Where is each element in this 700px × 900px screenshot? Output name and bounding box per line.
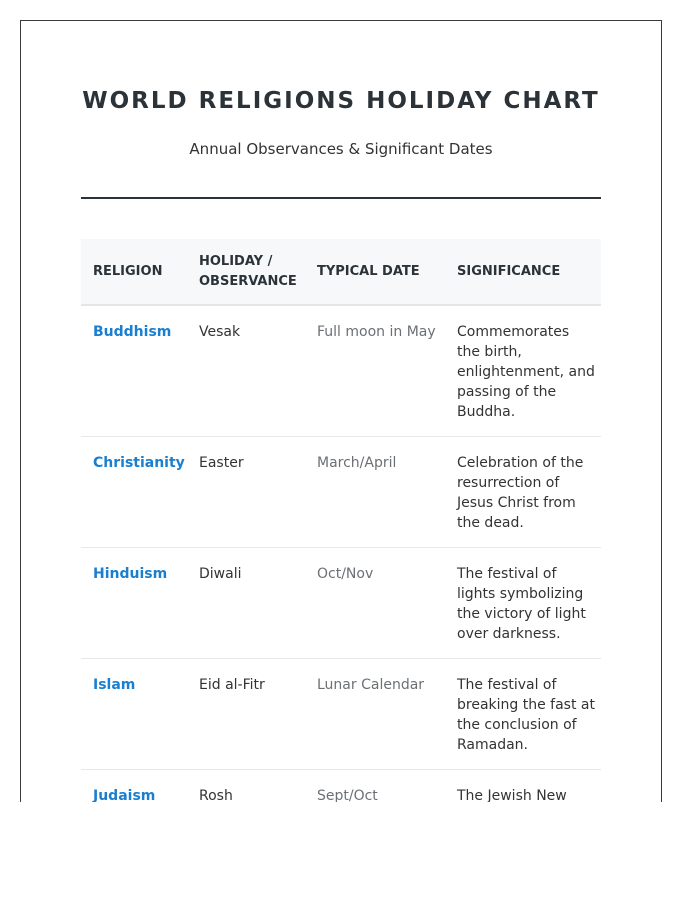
table-body: [81, 305, 601, 802]
header-holiday: [187, 239, 305, 305]
religion-cell[interactable]: Buddhism: [93, 324, 172, 340]
header-religion: RELIGION: [93, 263, 163, 279]
header-holiday-line1: HOLIDAY /: [199, 253, 273, 269]
religion-cell[interactable]: Judaism: [93, 788, 156, 802]
table-row: [81, 548, 601, 659]
holiday-table: [81, 239, 601, 802]
table-header: [81, 239, 601, 305]
date-cell: Full moon in May: [317, 324, 436, 340]
holiday-cell: Eid al-Fitr: [199, 677, 265, 693]
page-title: WORLD RELIGIONS HOLIDAY CHART: [82, 88, 600, 114]
title-divider: [81, 197, 601, 199]
significance-cell: Commemorates the birth, enlightenment, and passing of the Buddha.: [457, 324, 595, 420]
date-cell: Sept/Oct: [317, 788, 378, 802]
header-significance: SIGNIFICANCE: [457, 263, 561, 279]
religion-cell[interactable]: Hinduism: [93, 566, 168, 582]
date-cell: March/April: [317, 455, 397, 471]
holiday-cell: Diwali: [199, 566, 242, 582]
table-row: [81, 437, 601, 548]
holiday-cell: Rosh: [199, 788, 233, 802]
significance-cell: The festival of lights symbolizing the victory of light over darkness.: [457, 566, 586, 642]
page-subtitle: Annual Observances & Significant Dates: [189, 140, 493, 158]
religion-cell[interactable]: Islam: [93, 677, 136, 693]
table-row: [81, 770, 601, 803]
date-cell: Lunar Calendar: [317, 677, 425, 693]
date-cell: Oct/Nov: [317, 566, 374, 582]
header-date: TYPICAL DATE: [317, 263, 420, 279]
holiday-cell: Vesak: [199, 324, 241, 340]
document-page: [20, 20, 662, 802]
header-holiday-line2: OBSERVANCE: [199, 273, 297, 289]
header-row: [81, 239, 601, 305]
significance-cell: The festival of breaking the fast at the conclusion of Ramadan.: [457, 677, 595, 753]
table-row: [81, 659, 601, 770]
religion-cell[interactable]: Christianity: [93, 455, 185, 471]
table-row: [81, 305, 601, 437]
holiday-cell: Easter: [199, 455, 244, 471]
significance-cell: The Jewish New: [457, 788, 567, 802]
significance-cell: Celebration of the resurrection of Jesus Christ from the dead.: [457, 455, 584, 531]
